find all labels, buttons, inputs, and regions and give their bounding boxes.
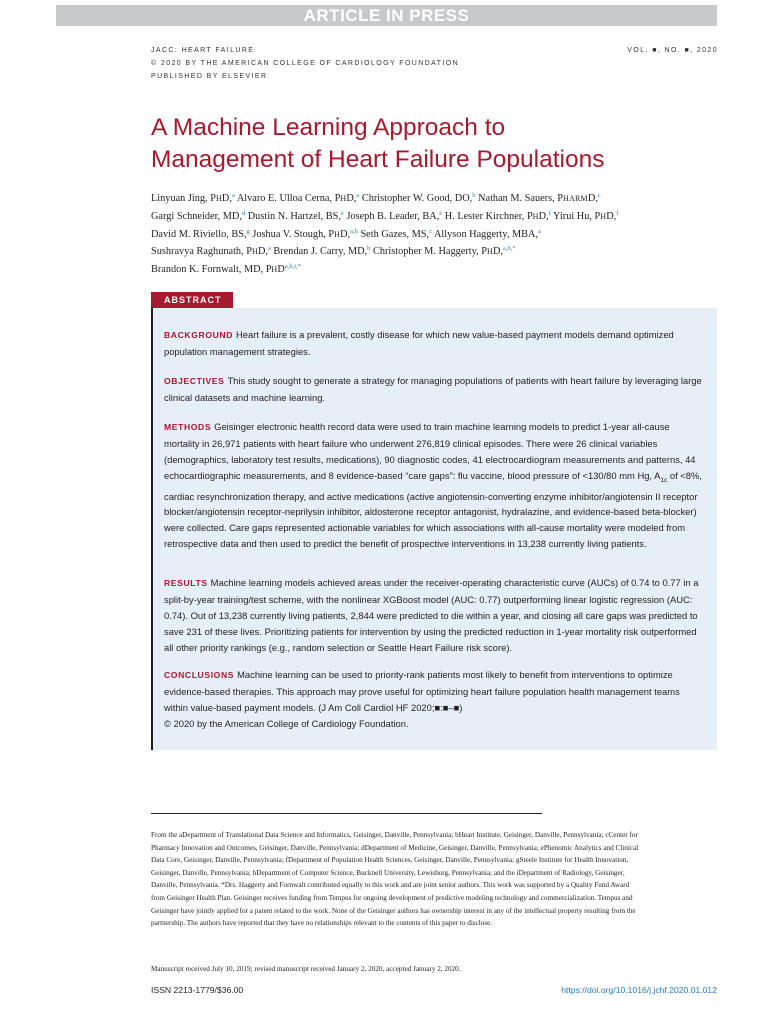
author-name <box>358 229 432 240</box>
title-line-2: Management of Heart Failure Populations <box>151 146 605 173</box>
affiliation-superscript[interactable]: a <box>231 192 235 199</box>
author-name-text: Christopher W. Good, DO, <box>359 193 473 204</box>
journal-publisher: PUBLISHED BY ELSEVIER <box>151 73 268 80</box>
author-name <box>359 193 475 204</box>
journal-copyright: © 2020 BY THE AMERICAN COLLEGE OF CARDIOLOGY FOUNDATION <box>151 60 460 67</box>
abstract-methods <box>164 419 704 552</box>
objectives-text: This study sought to generate a strategy for managing populations of patients with heart failure by leveraging large clinical datasets and machine learning. <box>164 375 702 403</box>
affiliation-superscript[interactable]: b <box>472 192 476 199</box>
author-line <box>151 261 721 279</box>
author-name <box>271 246 371 257</box>
author-name <box>151 229 250 240</box>
author-degree-suffix: D, <box>538 210 549 222</box>
author-degree-smallcaps: H <box>532 211 539 221</box>
manuscript-dates: Manuscript received July 10, 2019; revised manuscript received January 2, 2020, accepted January 2, 2020. <box>151 965 461 973</box>
author-line <box>151 190 721 208</box>
abstract-conclusions <box>164 667 704 732</box>
background-text: Heart failure is a prevalent, costly disease for which new value-based payment models demand optimized population management strategies. <box>164 329 674 357</box>
affiliation-superscript[interactable]: d <box>241 209 246 217</box>
affiliation-superscript[interactable]: f <box>548 209 551 217</box>
author-name-text: Linyuan Jing, P <box>151 193 216 204</box>
author-name <box>151 193 235 204</box>
affiliation-superscript[interactable]: a,b,* <box>502 245 516 253</box>
author-name-text: Seth Gazes, MS, <box>357 228 430 240</box>
author-name-text: Gargi Schneider, MD, <box>151 210 242 222</box>
author-name-text: Dustin N. Hartzel, BS, <box>245 210 341 222</box>
affiliation-superscript[interactable]: a <box>267 245 271 253</box>
author-list <box>151 190 721 279</box>
author-name-text: David M. Riviello, BS, <box>151 228 247 240</box>
journal-citation: (J Am Coll Cardiol HF 2020;■:■–■) <box>318 701 463 713</box>
abstract-background <box>164 327 704 360</box>
affiliations-footnote: From the aDepartment of Translational Data Science and Informatics, Geisinger, Danville, Pennsylvania; bHeart Institute, Geisinger, Danville, Pennsylvania; cCenter for Pharmacy Innovation and Outcomes, Geisinger, Danville, Pennsylvania; dDepartment of Medicine, Geisinger, Danville, Pennsylvania; ePhenomic Analytics and Clinical Data Core, Geisinger, Danville, Pennsylvania; fDepartment of Population Health Sciences, Geisinger, Danville, Pennsylvania; gSteele Institute for Health Innovation, Geisinger, Danville, Pennsylvania; hDepartment of Computer Science, Bucknell University, Lewisburg, Pennsylvania; and the iDepartment of Radiology, Geisinger, Danville, Pennsylvania. *Drs. Haggerty and Fornwalt contributed equally to this work and are joint senior authors. This work was supported by a Quality Fund Award from Geisinger Health Plan. Geisinger receives funding from Tempus for ongoing development of predictive modeling technology and commercialization. Tempus and Geisinger have jointly applied for a patent related to the work. None of the Geisinger authors has ownership interest in any of the intellectual property resulting from the partnership. The authors have reported that they have no relationships relevant to the contents of this paper to disclose. <box>151 831 639 928</box>
author-degree-smallcaps: H <box>340 194 347 203</box>
background-heading: BACKGROUND <box>164 330 234 340</box>
author-degree-smallcaps: H <box>600 211 607 221</box>
author-name-text: Joshua V. Stough, P <box>249 228 335 240</box>
results-text: Machine learning models achieved areas under the receiver-operating characteristic curve (AUCs) of 0.74 to 0.77 in a split-by-year training/test scheme, with the nonlinear XGBoost model (AUC: 0.77) outperforming linear logistic regression (AUC: 0.74). Out of 13,238 currently living patients, 2,844 were predicted to die within a year, and closing all care gaps was predicted to save 231 of these lives. Prioritizing patients for intervention by using the predicted reduction in 1-year mortality risk outperformed all other priority rankings (e.g., random selection or Seattle Heart Failure risk score). <box>164 577 699 653</box>
footnote-divider <box>151 813 542 814</box>
author-name <box>235 193 359 204</box>
affiliation-superscript[interactable]: b <box>367 245 371 253</box>
author-degree-suffix: D, <box>221 193 232 204</box>
abstract-label: ABSTRACT <box>151 292 233 309</box>
author-degree-suffix: D, <box>340 228 351 240</box>
author-degree-smallcaps: H <box>215 194 222 203</box>
objectives-heading: OBJECTIVES <box>164 376 225 386</box>
methods-text-part-2: of <8%, cardiac resynchronization therapy, and active medications (active angiotensin-converting enzyme inhibitor/angiotensin II receptor blocker/angiotensin receptor-neprilysin inhibitor, aldosterone receptor antagonist, hydralazine, and evidence-based beta-blocker) were collected. Care gaps represented actionable variables for which associations with all-cause mortality were modeled from retrospective data and then used to predict the benefit of prospective interventions in 13,238 currently living patients. <box>164 469 702 550</box>
methods-text-part-1: Geisinger electronic health record data were used to train machine learning models to predict 1-year all-cause mortality in 26,971 patients with heart failure who underwent 276,819 clinical episodes. There were 26 clinical variables (demographics, laboratory test results, medications), 90 diagnostic codes, 41 electrocardiogram measurements and patterns, 44 echocardiographic measurements, and 8 evidence-based “care gaps”: flu vaccine, blood pressure of <130/80 mm Hg, A <box>164 421 696 481</box>
author-name <box>432 229 541 240</box>
conclusions-text: Machine learning can be used to priority-rank patients most likely to benefit from interventions to optimize evidence-based therapies. This approach may prove useful for optimizing heart failure population health management teams within value-based payment models. <box>164 669 680 713</box>
methods-subscript: 1c <box>660 476 668 484</box>
author-name-text: Alvaro E. Ulloa Cerna, P <box>234 193 341 204</box>
article-in-press-banner: ARTICLE IN PRESS <box>56 5 717 26</box>
author-degree-suffix: D, <box>587 193 598 204</box>
author-degree-suffix: D, <box>606 210 617 222</box>
author-name <box>344 211 442 222</box>
abstract-copyright: © 2020 by the American College of Cardiology Foundation. <box>164 717 409 729</box>
author-line <box>151 243 721 261</box>
affiliation-superscript[interactable]: a <box>356 192 360 199</box>
author-name-text: Allyson Haggerty, MBA, <box>431 228 538 240</box>
author-name-text: Brendan J. Carry, MD, <box>270 246 368 258</box>
author-degree-smallcaps: H <box>271 265 278 275</box>
abstract-results <box>164 575 704 656</box>
author-line <box>151 208 721 226</box>
issn-price: ISSN 2213-1779/$36.00 <box>151 985 244 995</box>
abstract-rule <box>151 308 153 750</box>
affiliation-superscript[interactable]: e <box>439 209 443 217</box>
author-name <box>151 211 245 222</box>
author-line <box>151 226 721 244</box>
author-name-text: Joseph B. Leader, BA, <box>343 210 440 222</box>
author-degree-smallcaps: H <box>251 247 258 257</box>
affiliation-superscript[interactable]: c <box>597 192 601 199</box>
author-name <box>250 229 358 240</box>
author-name-text: Yirui Hu, P <box>550 210 601 222</box>
journal-name: JACC: HEART FAILURE <box>151 47 255 54</box>
article-title <box>151 112 731 176</box>
author-name <box>151 264 301 275</box>
conclusions-heading: CONCLUSIONS <box>164 670 235 680</box>
author-degree-smallcaps: H <box>334 229 341 239</box>
affiliation-superscript[interactable]: a,h <box>350 227 358 235</box>
author-degree-suffix: D <box>277 264 285 276</box>
title-line-1: A Machine Learning Approach to <box>151 114 506 141</box>
abstract-objectives <box>164 373 704 406</box>
author-name-text: H. Lester Kirchner, P <box>442 210 533 222</box>
journal-meta <box>151 44 459 83</box>
author-name-text: Nathan M. Sauers, P <box>475 193 563 204</box>
author-degree-smallcaps: H <box>486 247 493 257</box>
author-degree-suffix: D, <box>346 193 357 204</box>
affiliation-superscript[interactable]: a <box>538 227 541 235</box>
author-name <box>151 246 271 257</box>
author-degree-suffix: D, <box>257 246 268 258</box>
author-name-text: Sushravya Raghunath, P <box>151 246 252 258</box>
affiliation-superscript[interactable]: e <box>340 209 344 217</box>
affiliation-superscript[interactable]: g <box>246 227 250 235</box>
author-name <box>442 211 551 222</box>
author-name <box>475 193 600 204</box>
author-name-text: Brandon K. Fornwalt, MD, P <box>151 264 272 276</box>
author-degree-smallcaps: HARM <box>563 194 588 203</box>
author-degree-suffix: D, <box>492 246 503 258</box>
author-name <box>245 211 344 222</box>
results-heading: RESULTS <box>164 578 208 588</box>
affiliation-superscript[interactable]: a,b,i,* <box>284 263 301 271</box>
author-name <box>370 246 515 257</box>
issue-info: VOL. ■, NO. ■, 2020 <box>627 47 718 54</box>
author-name-text: Christopher M. Haggerty, P <box>370 246 487 258</box>
affiliation-superscript[interactable]: c <box>429 227 432 235</box>
author-name <box>548 209 619 222</box>
methods-heading: METHODS <box>164 422 212 432</box>
doi-link[interactable]: https://doi.org/10.1016/j.jchf.2020.01.012 <box>561 985 717 995</box>
affiliation-superscript[interactable]: f <box>616 209 619 217</box>
